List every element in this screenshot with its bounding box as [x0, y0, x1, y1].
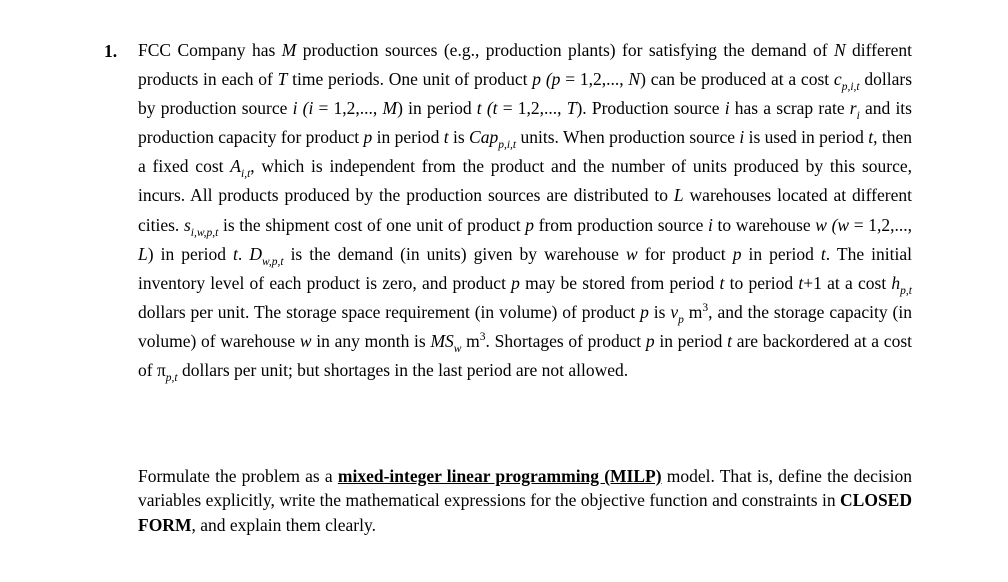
math-r: r [849, 98, 857, 119]
math-subscript: i,w,p,t [190, 226, 219, 239]
math-subscript: w,p,t [262, 255, 284, 268]
text: different products in each of [138, 40, 912, 90]
math-p: p [640, 301, 649, 322]
math-D: D [249, 243, 262, 264]
text: dollars per unit. The storage space requirement (in volume) of product [138, 301, 641, 322]
math-subscript: p,i,t [841, 81, 860, 94]
math-t: t [727, 330, 732, 351]
text: is the shipment cost of one unit of product [218, 214, 526, 235]
text: model. That is, define the decision variables explicitly, write the mathematical expressions for the objective function and constraints in [138, 466, 912, 511]
unit-m: m [461, 330, 480, 351]
math-subscript: i,t [241, 168, 251, 181]
math-subscript: p,t [900, 284, 912, 297]
text: may be stored from period [519, 272, 720, 293]
math-T: T [566, 98, 577, 119]
math-p: p [732, 243, 742, 264]
math-p-def: p (p [532, 69, 561, 90]
math-t-def: t (t [476, 98, 498, 119]
math-subscript: i [856, 110, 860, 123]
text: to warehouse [712, 214, 816, 235]
problem-statement [138, 36, 912, 385]
problem-number: 1. [104, 41, 118, 61]
text: from production source [533, 214, 709, 235]
math-w: w [625, 243, 638, 264]
text: in period [372, 127, 444, 148]
math-pi: π [156, 360, 166, 381]
math-range: = 1,2,..., [560, 69, 629, 90]
math-range: = 1,2,..., [849, 214, 912, 235]
math-T: T [277, 69, 288, 90]
text: warehouses located at different cities. [138, 185, 912, 235]
text: FCC Company has [138, 40, 282, 60]
text: dollars per unit; but shortages in the last period are not allowed. [177, 360, 629, 381]
text: Formulate the problem as a [138, 466, 338, 486]
math-i: i [724, 98, 730, 119]
math-p: p [525, 214, 534, 235]
text: , which is independent from the product and the number of units produced by this source, incurs. All products produced by the production sources are distributed to [138, 156, 912, 206]
math-M: M [382, 98, 398, 119]
math-p: p [645, 330, 655, 351]
text: is the demand (in units) given by warehouse [283, 243, 626, 264]
unit-exponent: 3 [702, 301, 709, 314]
math-A: A [230, 156, 241, 177]
text: , and the storage capacity (in volume) of warehouse [138, 301, 912, 351]
math-subscript: p,t [165, 372, 178, 385]
text: and its production capacity for product [138, 98, 912, 148]
math-i: i [739, 127, 745, 148]
math-MS: MS [430, 330, 454, 351]
text: is [648, 301, 671, 322]
text: production sources (e.g., production plants) for satisfying the demand of [296, 40, 834, 60]
math-Cap: Cap [469, 127, 499, 148]
math-L: L [138, 243, 148, 264]
text: are backordered at a cost of [138, 330, 912, 381]
text: time periods. One unit of product [287, 69, 533, 90]
text: is [448, 127, 470, 148]
text: ) in period [147, 243, 234, 264]
text: in any month is [311, 330, 431, 351]
math-v: v [670, 301, 679, 322]
text: ). Production source [576, 98, 725, 119]
math-w-def: w (w [815, 214, 850, 235]
text: has a scrap rate [729, 98, 850, 119]
math-subscript: p,i,t [498, 139, 517, 152]
math-L: L [673, 185, 684, 206]
math-range: = 1,2,..., [313, 98, 383, 119]
math-i-def: i (i [292, 98, 314, 119]
closed-form-term: CLOSED FORM [138, 490, 912, 535]
unit-m: m [683, 301, 703, 322]
math-range: = 1,2,..., [497, 98, 567, 119]
text: in period [741, 243, 821, 264]
math-p: p [363, 127, 373, 148]
math-subscript: p [678, 313, 684, 326]
text: is used in period [744, 127, 869, 148]
text: , and explain them clearly. [191, 514, 376, 535]
math-M: M [281, 40, 297, 60]
text: . [237, 243, 250, 264]
text: , then a fixed cost [138, 127, 912, 177]
text: to period [724, 272, 799, 293]
math-w: w [299, 330, 312, 351]
text: units. When production source [516, 127, 740, 148]
text: . The initial inventory level of each product is zero, and product [138, 243, 912, 293]
math-subscript: w [453, 342, 462, 355]
math-t: t [820, 243, 826, 264]
math-t: t [233, 243, 238, 264]
math-t: t [868, 127, 874, 148]
math-i: i [708, 214, 713, 235]
text: for product [637, 243, 733, 264]
math-t: t [798, 272, 804, 293]
math-s: s [183, 214, 191, 235]
text: ) can be produced at a cost [640, 69, 834, 90]
math-N: N [628, 69, 641, 90]
text: dollars by production source [138, 69, 913, 119]
milp-term: mixed-integer linear programming (MILP) [337, 466, 662, 486]
unit-exponent: 3 [479, 330, 486, 343]
math-c: c [833, 69, 842, 90]
instructions [138, 464, 912, 537]
math-h: h [891, 272, 901, 293]
text: ) in period [397, 98, 477, 119]
text: +1 at a cost [803, 272, 892, 293]
math-t: t [443, 127, 449, 148]
math-p: p [511, 272, 520, 293]
math-t: t [719, 272, 725, 293]
text: . Shortages of product [485, 330, 646, 351]
math-N: N [833, 40, 846, 60]
text: in period [654, 330, 728, 351]
